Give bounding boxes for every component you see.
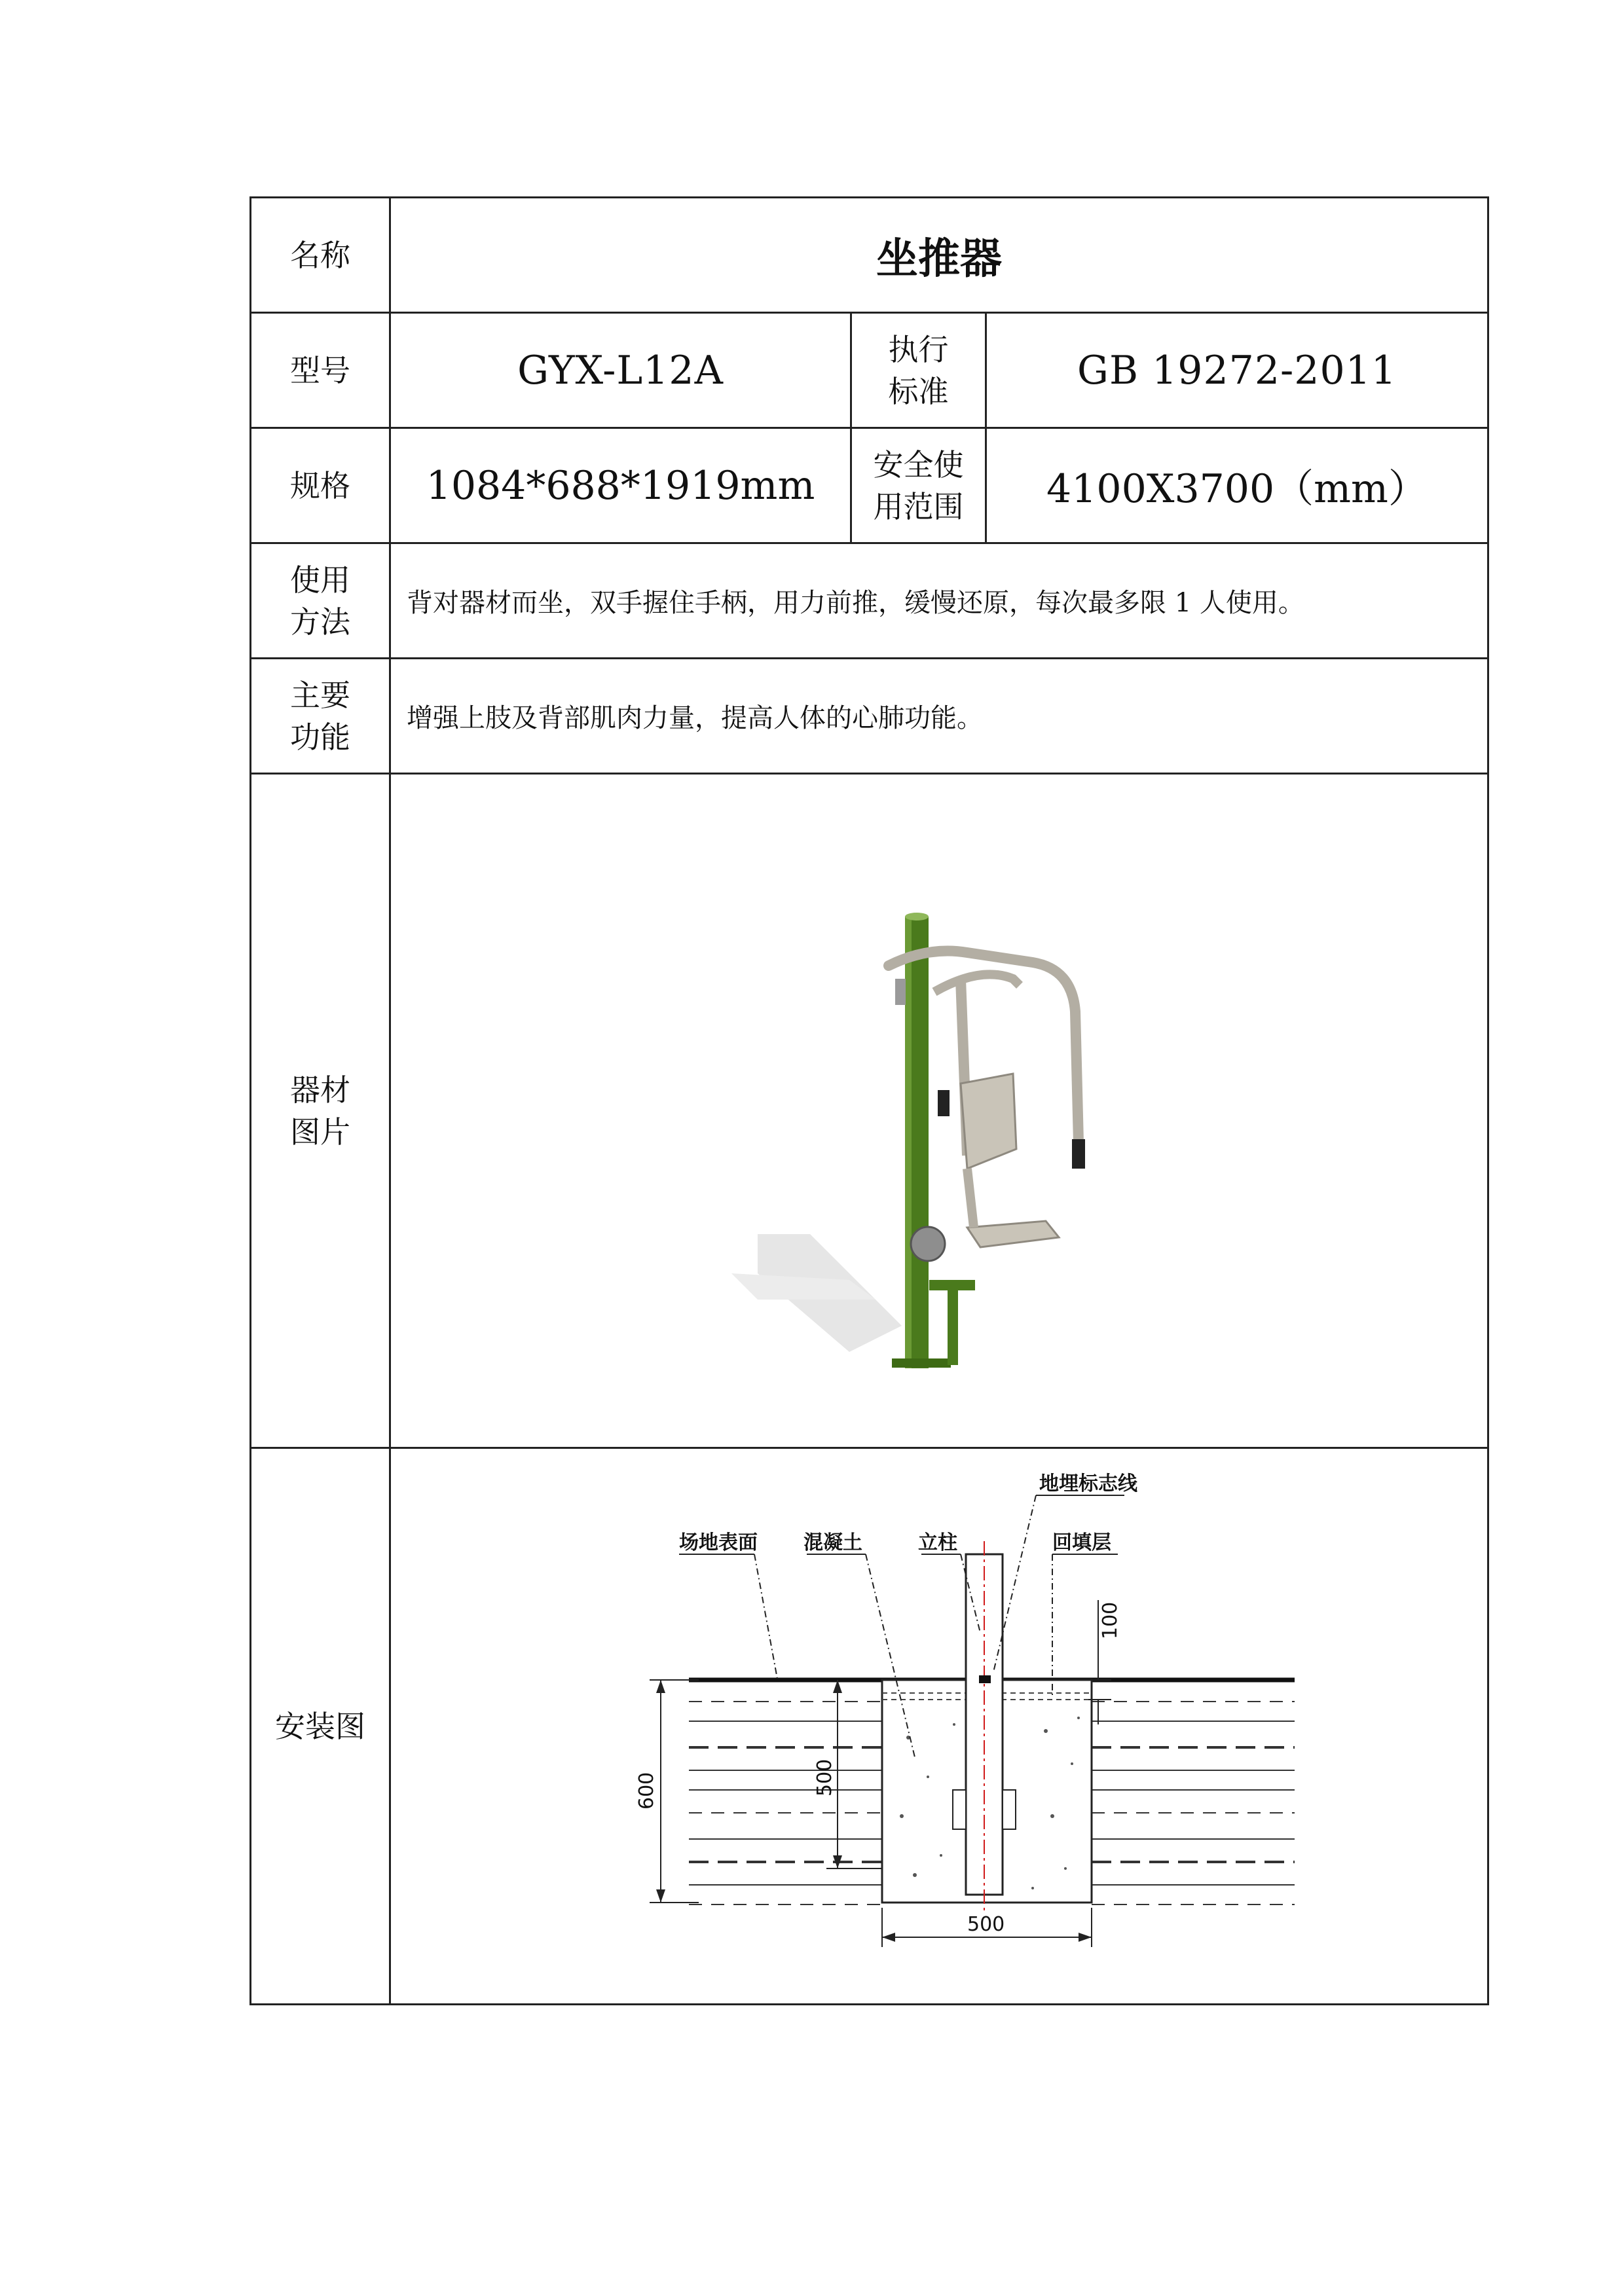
function-value: 增强上肢及背部肌肉力量，提高人体的心肺功能。 xyxy=(390,659,1488,774)
speckle xyxy=(1064,1867,1067,1870)
dim-500h-arrow-right xyxy=(1079,1933,1092,1942)
speckle xyxy=(1044,1729,1048,1733)
label-column: 立柱 xyxy=(918,1531,957,1554)
post-cap xyxy=(905,913,929,920)
handle-grip-right xyxy=(1072,1139,1085,1169)
name-label: 名称 xyxy=(251,198,390,313)
spec-label: 规格 xyxy=(251,428,390,543)
function-label-line1: 主要 xyxy=(290,677,350,713)
row-function xyxy=(251,659,1488,774)
row-install xyxy=(251,1448,1488,2005)
usage-label-line1: 使用 xyxy=(290,562,350,598)
model-value: GYX-L12A xyxy=(390,313,851,428)
dim-500v-label: 500 xyxy=(813,1758,836,1796)
equipment-picture xyxy=(391,776,1487,1446)
label-marker-line: 地埋标志线 xyxy=(1039,1472,1137,1495)
row-picture xyxy=(251,774,1488,1448)
label-concrete: 混凝土 xyxy=(803,1531,862,1554)
standard-label xyxy=(851,313,986,428)
safety-label-line2: 用范围 xyxy=(873,488,964,524)
install-diagram xyxy=(391,1449,1487,2003)
seat xyxy=(967,1221,1059,1247)
row-model xyxy=(251,313,1488,428)
row-spec xyxy=(251,428,1488,543)
function-label-line2: 功能 xyxy=(290,719,350,755)
seat-support-leg xyxy=(948,1286,958,1365)
safety-label-line1: 安全使 xyxy=(873,446,964,483)
spec-value: 1084*688*1919mm xyxy=(390,428,851,543)
safety-value: 4100X3700（mm） xyxy=(986,428,1488,543)
dim-600-label: 600 xyxy=(635,1772,658,1810)
spec-sheet xyxy=(249,196,1487,2011)
equipment-picture-cell xyxy=(390,774,1488,1448)
green-post-highlight xyxy=(905,917,912,1368)
post-bracket xyxy=(895,979,906,1005)
marker-line-block xyxy=(979,1675,991,1683)
column-anchor-right xyxy=(1003,1790,1016,1829)
safety-label xyxy=(851,428,986,543)
label-ground-surface: 场地表面 xyxy=(679,1531,758,1554)
speckle xyxy=(900,1814,904,1818)
speckle xyxy=(913,1873,917,1877)
handle-grip-left xyxy=(938,1090,950,1116)
picture-label xyxy=(251,774,390,1448)
speckle xyxy=(953,1723,955,1726)
speckle xyxy=(927,1776,929,1778)
function-label xyxy=(251,659,390,774)
speckle xyxy=(1077,1717,1080,1719)
speckle xyxy=(1050,1814,1054,1818)
usage-label-line2: 方法 xyxy=(290,604,350,640)
speckle xyxy=(1071,1762,1073,1765)
spec-table xyxy=(249,196,1489,2005)
post-base xyxy=(892,1358,951,1368)
column-anchor-left xyxy=(953,1790,966,1829)
dim-500h-arrow-left xyxy=(882,1933,895,1942)
row-name xyxy=(251,198,1488,313)
back-rest xyxy=(961,1074,1016,1169)
picture-label-line2: 图片 xyxy=(290,1114,350,1150)
usage-label xyxy=(251,543,390,659)
label-backfill: 回填层 xyxy=(1052,1531,1111,1554)
speckle xyxy=(1031,1887,1034,1889)
leader-ground xyxy=(754,1554,777,1679)
standard-value: GB 19272-2011 xyxy=(986,313,1488,428)
speckle xyxy=(940,1854,942,1857)
dim-500h-label: 500 xyxy=(967,1912,1005,1936)
dim-100-label: 100 xyxy=(1099,1601,1122,1639)
row-usage xyxy=(251,543,1488,659)
push-arm-left xyxy=(934,974,1020,992)
pivot-joint xyxy=(911,1227,945,1261)
dim-600-arrow-top xyxy=(656,1680,665,1693)
model-label: 型号 xyxy=(251,313,390,428)
picture-label-line1: 器材 xyxy=(290,1072,350,1108)
usage-value: 背对器材而坐，双手握住手柄，用力前推，缓慢还原，每次最多限 1 人使用。 xyxy=(390,543,1488,659)
install-diagram-cell xyxy=(390,1448,1488,2005)
standard-label-line1: 执行 xyxy=(888,331,949,367)
install-label: 安装图 xyxy=(251,1448,390,2005)
standard-label-line2: 标准 xyxy=(888,373,949,409)
seat-frame xyxy=(967,1169,974,1228)
dim-600-arrow-bottom xyxy=(656,1889,665,1903)
product-name: 坐推器 xyxy=(390,198,1488,313)
